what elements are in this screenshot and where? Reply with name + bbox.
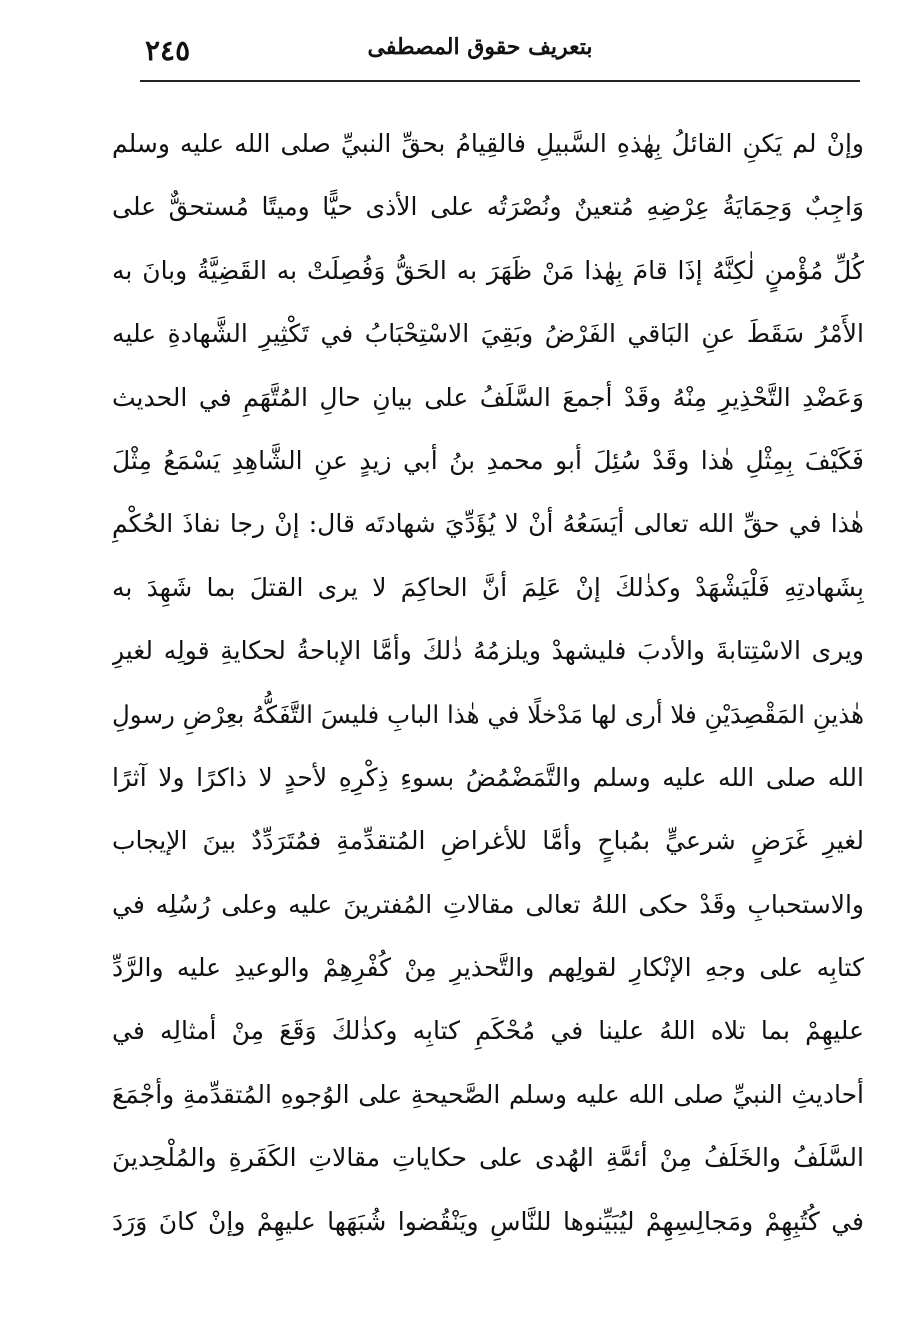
text-line: وَاجِبٌ وَحِمَايَةُ عِرْضِهِ مُتعينٌ ونُصْرَتُه على الأذى حيًّا وميتًا مُستحقٌّ على [112,192,864,222]
running-title: بتعريف حقوق المصطفى [367,34,593,60]
page-number: ٢٤٥ [145,34,191,67]
page-header [100,28,860,84]
text-line: عليهِمْ بما تلاه اللهُ علينا في مُحْكَمِ كتابِه وكذٰلكَ وَقَعَ مِنْ أمثالِه في [112,1016,864,1046]
text-line: السَّلَفُ والخَلَفُ مِنْ أئمَّةِ الهُدى على حكاياتِ مقالاتِ الكَفَرةِ والمُلْحِدينَ [112,1143,864,1173]
text-line: هٰذينِ المَقْصِدَيْنِ فلا أرى لها مَدْخلًا في هٰذا البابِ فليسَ التَّفَكُّهُ بعِرْضِ رسولِ [112,699,864,729]
text-line: لغيرِ غَرَضٍ شرعيٍّ بمُباحٍ وأمَّا للأغراضِ المُتقدِّمةِ فمُتَرَدِّدٌ بينَ الإيجاب [112,826,864,856]
text-line: بِشَهادتِهِ فَلْيَشْهَدْ وكذٰلكَ إنْ عَلِمَ أنَّ الحاكِمَ لا يرى القتلَ بما شَهِدَ به [112,572,864,602]
text-line: أحاديثِ النبيِّ صلى الله عليه وسلم الصَّحيحةِ على الوُجوهِ المُتقدِّمةِ وأجْمَعَ [112,1079,864,1109]
text-line: والاستحبابِ وقَدْ حكى اللهُ تعالى مقالاتِ المُفترينَ عليه وعلى رُسُلِه في [112,889,864,919]
main-text [112,112,864,1253]
text-line: فَكَيْفَ بِمِثْلِ هٰذا وقَدْ سُئِلَ أبو محمدِ بنُ أبي زيدٍ عنِ الشَّاهِدِ يَسْمَعُ مِثْلَ [112,445,864,475]
text-line: في كُتُبِهِمْ ومَجالِسِهِمْ ليُبَيِّنوها للنَّاسِ ويَنْقُضوا شُبَهَها عليهِمْ وإنْ كانَ وَرَدَ [112,1206,864,1236]
text-line: كتابِه على وجهِ الإنْكارِ لقولِهم والتَّحذيرِ مِنْ كُفْرِهِمْ والوعيدِ عليه والرَّدِّ [112,953,864,983]
text-line: الأَمْرُ سَقَطَ عنِ البَاقي الفَرْضُ وبَقِيَ الاسْتِحْبَابُ في تَكْثِيرِ الشَّهادةِ عليه [112,319,864,349]
text-line: وَعَضْدِ التَّحْذِيرِ مِنْهُ وقَدْ أجمعَ السَّلَفُ على بيانِ حالِ المُتَّهَمِ في الحديث [112,382,864,412]
text-line: هٰذا في حقِّ الله تعالى أيَسَعُهُ أنْ لا يُؤَدِّيَ شهادتَه قال: إنْ رجا نفاذَ الحُكْمِ [112,509,864,539]
header-divider [140,80,860,82]
text-line: وإنْ لم يَكنِ القائلُ بِهٰذهِ السَّبيلِ فالقِيامُ بحقِّ النبيِّ صلى الله عليه وسلم [112,129,864,158]
text-line: ويرى الاسْتِتابةَ والأدبَ فليشهدْ ويلزمُهُ ذٰلكَ وأمَّا الإباحةُ لحكايةِ قولِه لغيرِ [112,636,864,666]
text-line: الله صلى الله عليه وسلم والتَّمَضْمُضُ بسوءِ ذِكْرِهِ لأحدٍ لا ذاكرًا ولا آثرًا [112,762,864,792]
text-line: كُلِّ مُؤْمنٍ لٰكِنَّهُ إذَا قامَ بِهٰذا مَنْ ظَهَرَ به الحَقُّ وَفُصِلَتْ به القَضِيَّةُ وبانَ به [112,255,864,285]
